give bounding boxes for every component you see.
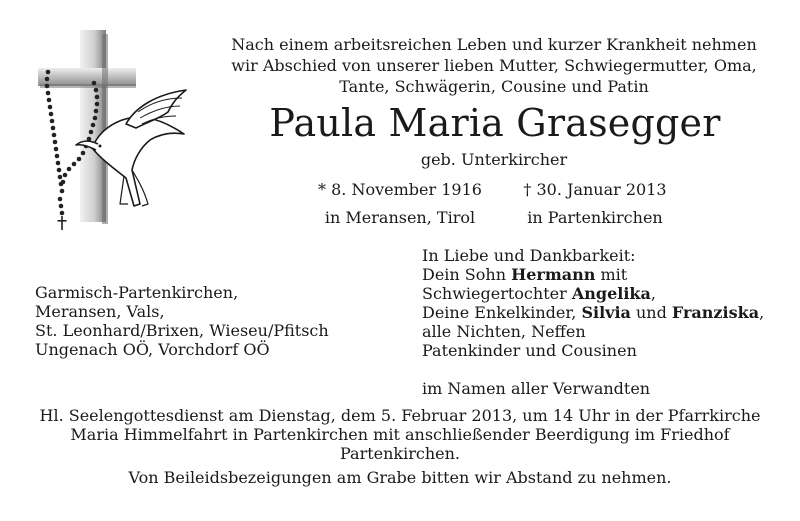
birth-info bbox=[300, 176, 500, 232]
mourner-name: Hermann bbox=[511, 265, 596, 284]
mourners-text: , bbox=[650, 284, 656, 303]
closing-note: Von Beileidsbezeigungen am Grabe bitten wir Abstand zu nehmen. bbox=[128, 468, 672, 487]
mourners-text: Deine Enkelkinder, bbox=[422, 303, 582, 322]
mourners-line: Patenkinder und Cousinen bbox=[422, 341, 637, 360]
mourners-line bbox=[422, 303, 792, 322]
death-info bbox=[510, 176, 680, 232]
death-date: † 30. Januar 2013 bbox=[523, 180, 667, 199]
birth-place: in Meransen, Tirol bbox=[324, 208, 476, 227]
spacer bbox=[422, 360, 792, 379]
mourners-text: und bbox=[630, 303, 672, 322]
place-line: Meransen, Vals, bbox=[35, 302, 165, 321]
mourners-block bbox=[422, 246, 792, 398]
mourners-line bbox=[422, 284, 792, 303]
mourners-text: Dein Sohn bbox=[422, 265, 512, 284]
mourners-line: In Liebe und Dankbarkeit: bbox=[422, 246, 636, 265]
mourners-line bbox=[422, 265, 792, 284]
intro-line: Tante, Schwägerin, Cousine und Patin bbox=[339, 77, 649, 96]
mourner-name: Silvia bbox=[581, 303, 631, 322]
place-line: Garmisch-Partenkirchen, bbox=[35, 283, 239, 302]
service-line: Hl. Seelengottesdienst am Dienstag, dem 5. Februar 2013, um 14 Uhr in der Pfarrkirche bbox=[39, 406, 761, 425]
place-line: Ungenach OÖ, Vorchdorf OÖ bbox=[35, 340, 270, 359]
mourners-text: , bbox=[759, 303, 765, 322]
death-place: in Partenkirchen bbox=[527, 208, 663, 227]
intro-line: Nach einem arbeitsreichen Leben und kurzer Krankheit nehmen bbox=[231, 35, 757, 54]
deceased-name: Paula Maria Grasegger bbox=[269, 101, 721, 145]
mourners-text: Schwiegertochter bbox=[422, 284, 572, 303]
places-list bbox=[35, 283, 395, 359]
mourner-name: Franziska bbox=[671, 303, 760, 322]
service-line: Partenkirchen. bbox=[339, 444, 461, 463]
birth-name: geb. Unterkircher bbox=[420, 150, 568, 169]
mourner-name: Angelika bbox=[571, 284, 651, 303]
mourners-text: mit bbox=[595, 265, 628, 284]
service-line: Maria Himmelfahrt in Partenkirchen mit anschließender Beerdigung im Friedhof bbox=[70, 425, 730, 444]
mourners-line: alle Nichten, Neffen bbox=[422, 322, 586, 341]
service-info bbox=[20, 406, 780, 463]
cross-dove-emblem bbox=[36, 28, 192, 234]
place-line: St. Leonhard/Brixen, Wieseu/Pfitsch bbox=[35, 321, 329, 340]
intro-line: wir Abschied von unserer lieben Mutter, Schwiegermutter, Oma, bbox=[231, 56, 757, 75]
mourners-signoff: im Namen aller Verwandten bbox=[422, 379, 651, 398]
intro-text bbox=[218, 34, 770, 97]
birth-date: * 8. November 1916 bbox=[318, 180, 482, 199]
